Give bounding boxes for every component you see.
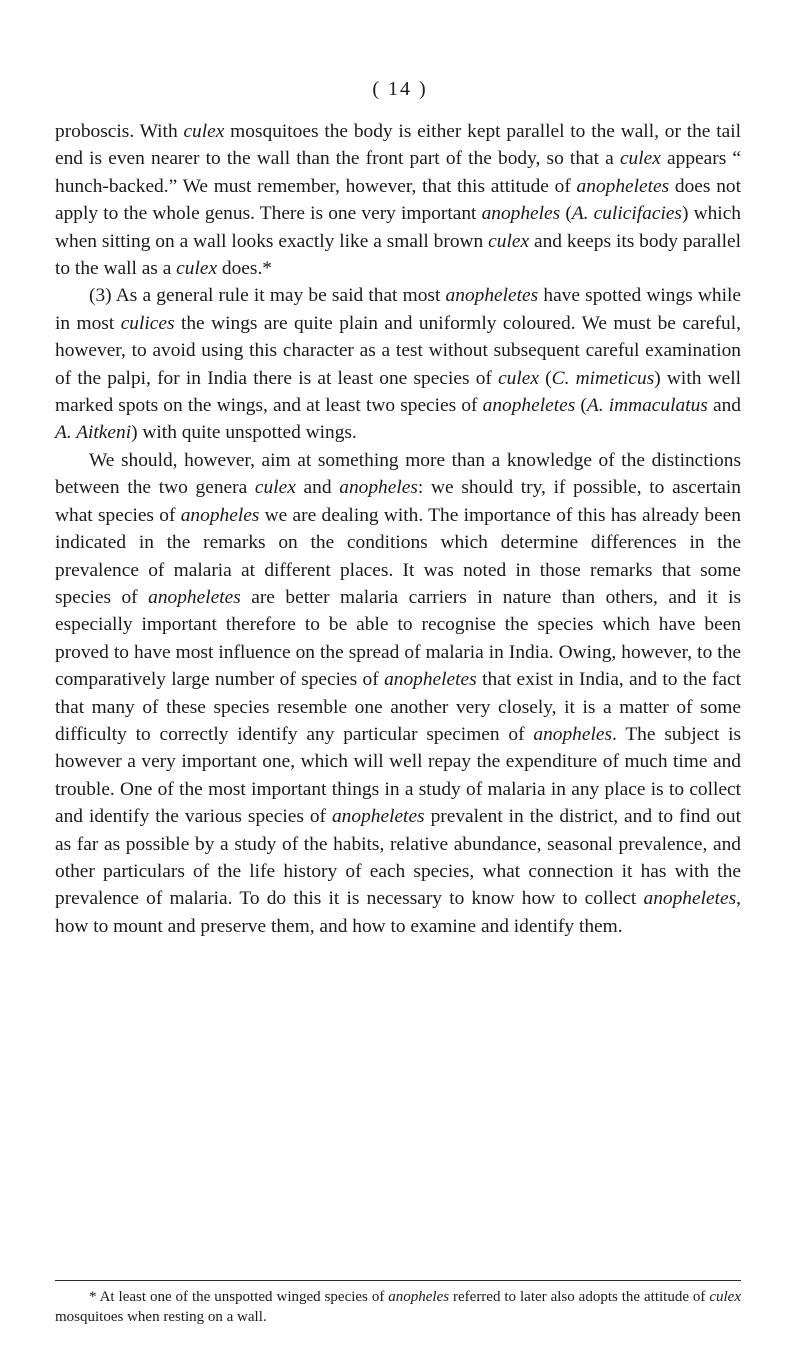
italic-term: anopheletes [384,669,477,691]
footnote-divider [55,1280,741,1281]
paragraph-2 [55,282,741,446]
italic-term: anopheletes [445,285,539,307]
text-run: and [707,395,741,417]
italic-term: culex [176,258,218,280]
text-run: * At least one of the unspotted winged species of [89,1289,389,1305]
italic-term: culices [120,312,175,334]
text-run: ) with quite unspotted wings. [131,422,357,444]
text-run: We should, however, aim at something more than a knowledge of the distinctions between the two genera [55,449,741,499]
text-run: are better malaria carriers in nature than others, and it is especially important therefore to be able to recognise the species which have been proved to have most influence on the spread of malaria in India. Owing, however, to the comparatively large number of species of [55,586,742,691]
italic-term: culex [709,1289,741,1305]
italic-term: C. mimeticus [551,367,655,389]
italic-term: culex [183,121,225,142]
paragraph-1 [55,118,741,282]
paragraph-3 [55,447,741,940]
text-run: appears “ hunch-backed.” We must remember, however, that this attitude of [55,148,742,197]
italic-term: anopheles [339,477,418,499]
italic-term: anopheletes [331,806,425,828]
italic-term: culex [619,148,661,170]
text-run: mosquitoes when resting on a wall. [55,1309,267,1325]
italic-term: anopheles [533,723,613,745]
text-run: and keeps its body parallel to the wall as a [55,230,742,280]
text-run: that exist in India, and to the fact that many of these species resemble one another very closely, it is a matter of some difficulty to correctly identify any particular specimen of [55,669,741,745]
text-run: mosquitoes the body is either kept parallel to the wall, or the tail end is even nearer to the wall than the front part of the body, so that a [55,121,741,170]
text-run: , how to mount and preserve them, and how to examine and identify them. [55,888,741,937]
italic-term: anopheletes [148,586,241,608]
text-run: ( [538,367,552,389]
text-run: prevalent in the district, and to find out as far as possible by a study of the habits, relative abundance, seasonal prevalence, and other particulars of the life history of each species, what connection it has with the prevalence of malaria. To do this it is necessary to know how to collect [55,806,741,910]
italic-term: anopheles [481,203,561,225]
text-run: does not apply to the whole genus. There is one very important [55,175,741,225]
italic-term: A. culicifacies [571,203,682,225]
text-run: ) with well marked spots on the wings, and at least two species of [55,367,741,417]
body-text [55,118,741,940]
italic-term: anopheletes [576,175,670,197]
text-run: does.* [217,258,272,280]
italic-term: anopheletes [482,395,576,417]
text-run: and [295,477,340,499]
text-run: ( [560,203,572,225]
text-run: proboscis. With [55,121,184,142]
italic-term: culex [498,367,539,389]
italic-term: anopheles [180,504,260,526]
text-run: referred to later also adopts the attitude of [449,1289,710,1305]
text-run: . The subject is however a very important one, which will well repay the expenditure of much time and trouble. One of the most important things in a study of malaria in any place is to collect and identify the various species of [55,723,742,828]
text-run: ( [575,395,587,417]
italic-term: anopheletes [643,888,737,910]
footnote [55,1287,741,1327]
text-run: have spotted wings while in most [55,285,741,334]
italic-term: culex [254,477,296,499]
page-number: ( 14 ) [372,78,428,100]
italic-term: culex [488,230,530,252]
text-run: : we should try, if possible, to ascertain what species of [55,477,741,526]
text-run: (3) As a general rule it may be said that most [89,285,446,307]
text-run: ) which when sitting on a wall looks exactly like a small brown [55,203,741,252]
italic-term: anopheles [388,1289,450,1305]
italic-term: A. immaculatus [586,395,708,417]
text-run: we are dealing with. The importance of this has already been indicated in the remarks on the conditions which determine differences in the prevalence of malaria at different places. It was noted in those remarks that some species of [55,504,741,608]
italic-term: A. Aitkeni [55,422,132,444]
text-run: the wings are quite plain and uniformly coloured. We must be careful, however, to avoid using this character as a test without subsequent careful examination of the palpi, for in India there is at least one species of [55,312,741,389]
